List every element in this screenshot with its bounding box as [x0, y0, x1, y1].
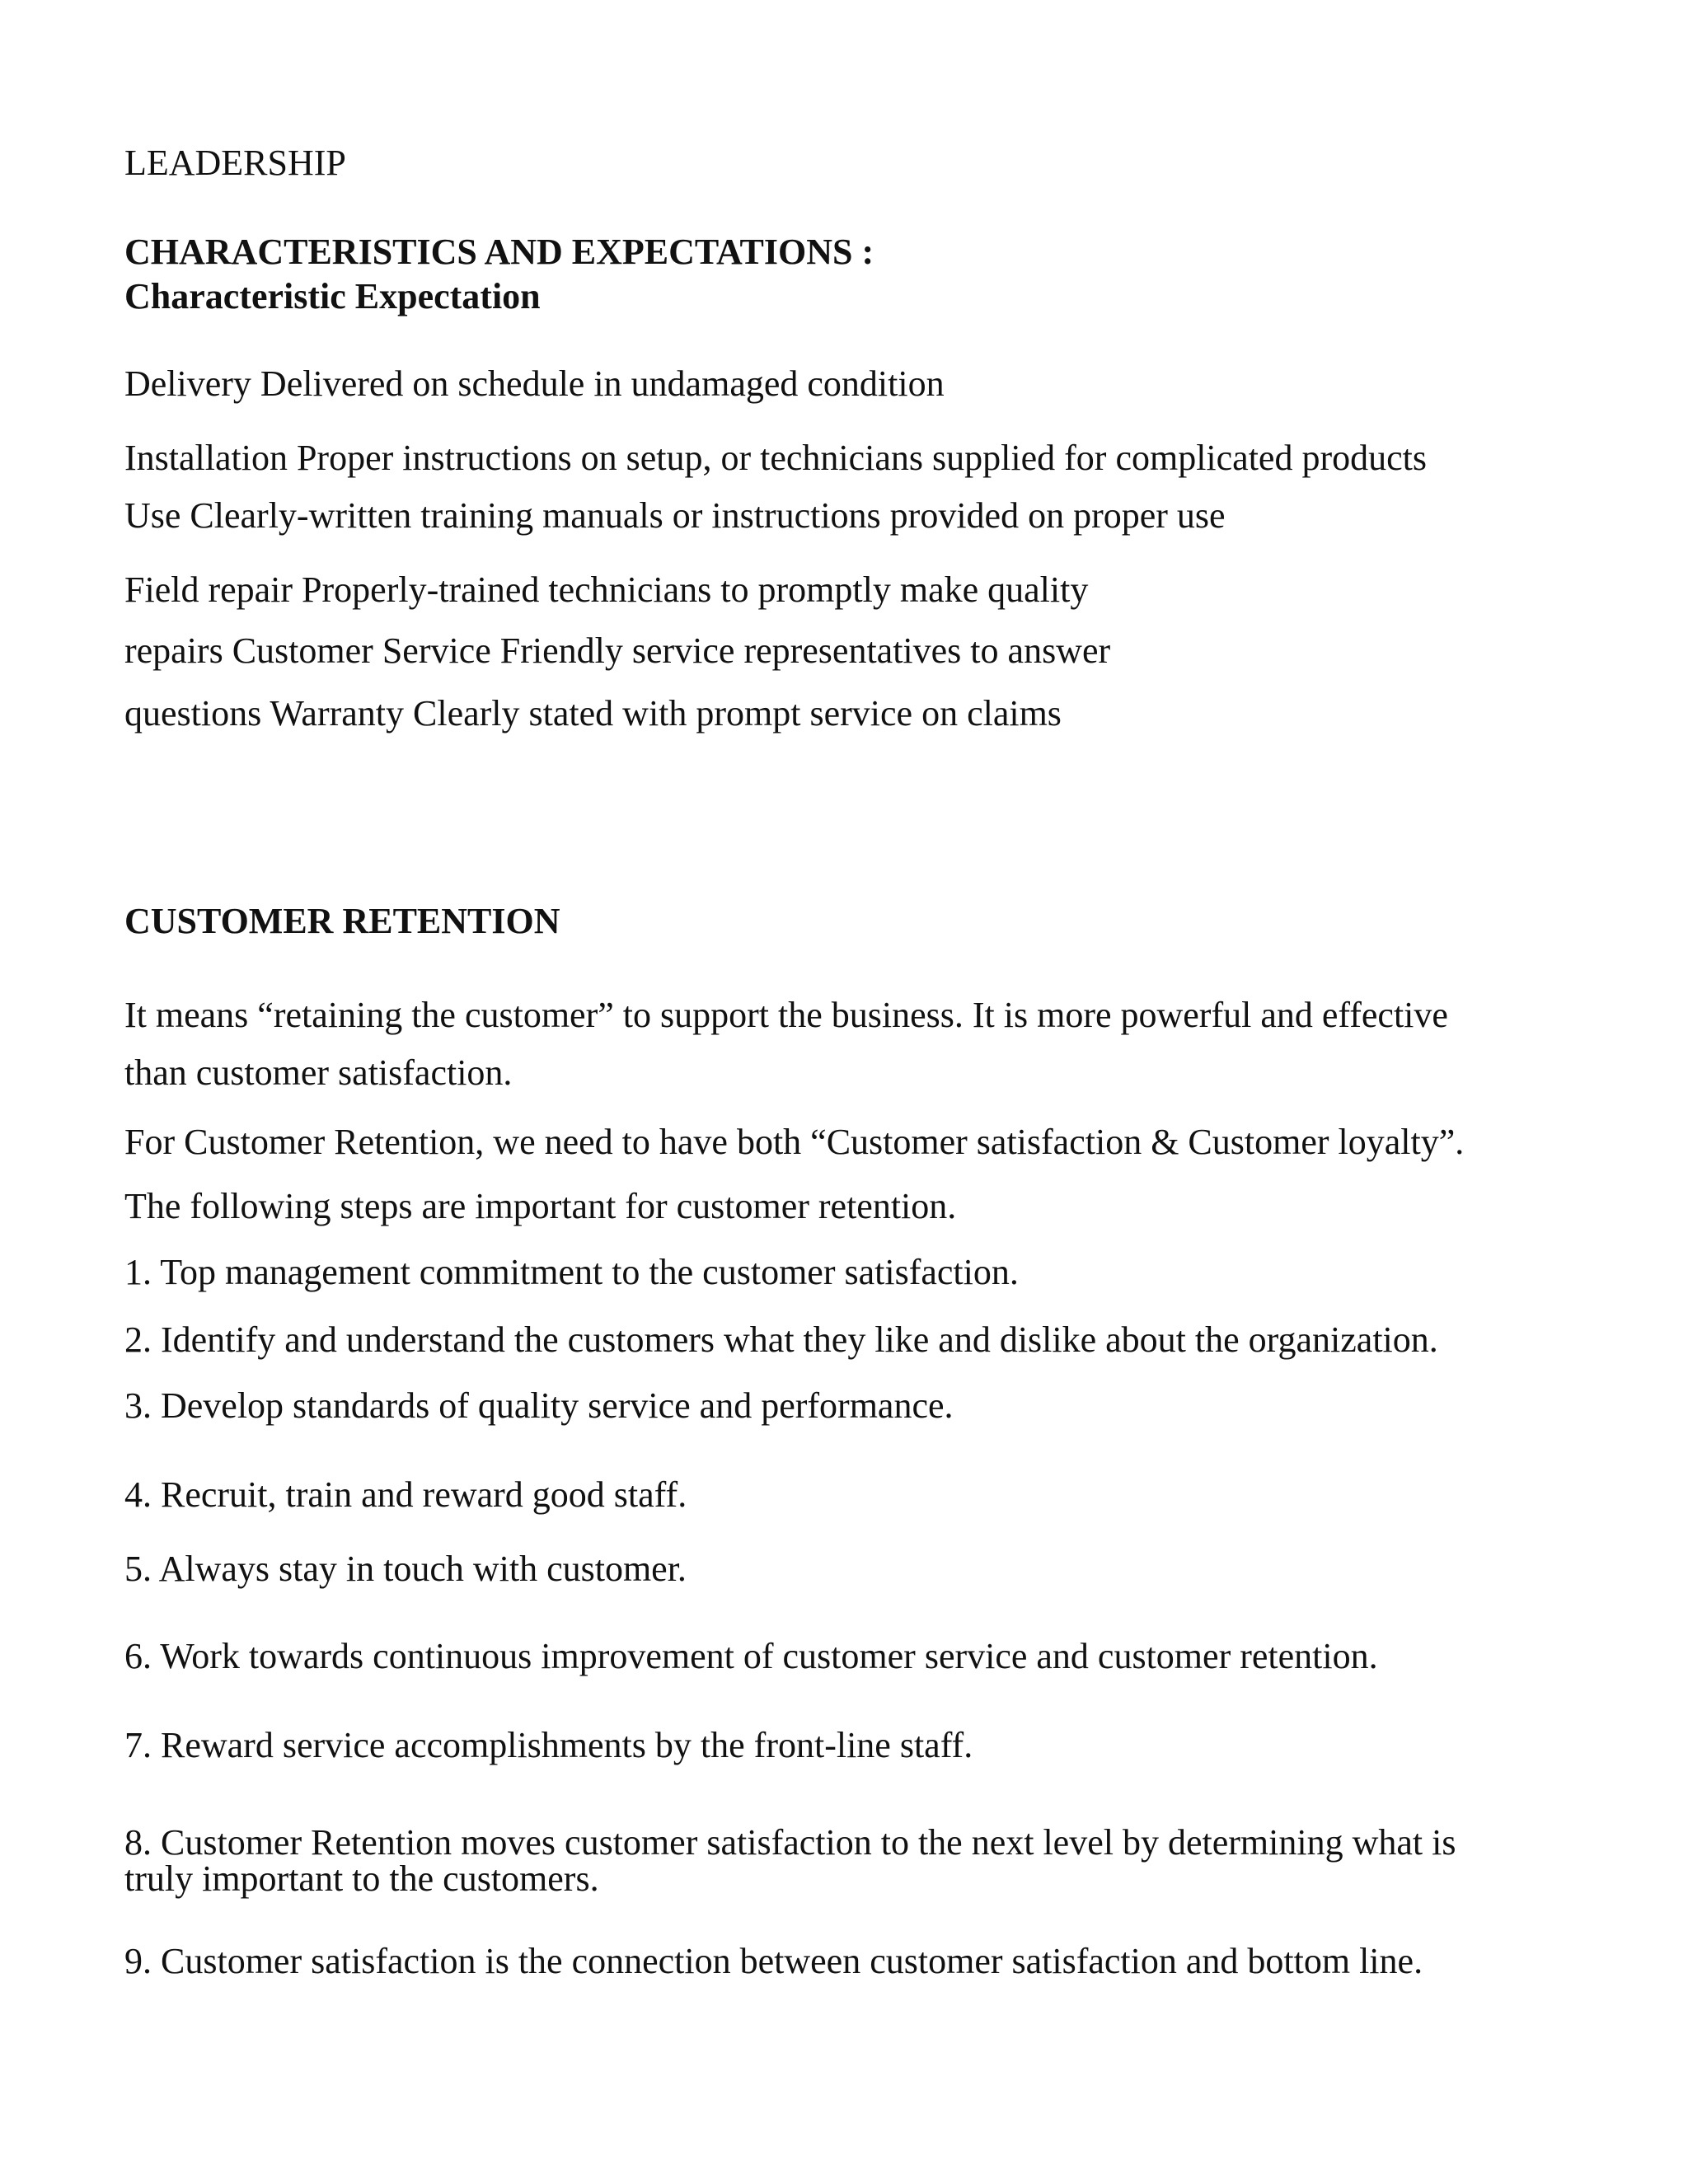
text-line: questions Warranty Clearly stated with prompt service on claims: [124, 693, 1062, 733]
text-line: Installation Proper instructions on setup, or technicians supplied for complicated products: [124, 438, 1427, 478]
section-heading-characteristics: CHARACTERISTICS AND EXPECTATIONS :: [124, 232, 874, 272]
list-item: 1. Top management commitment to the customer satisfaction.: [124, 1252, 1019, 1292]
paragraph-line: The following steps are important for customer retention.: [124, 1186, 957, 1226]
list-item: 8. Customer Retention moves customer satisfaction to the next level by determining what is: [124, 1822, 1456, 1863]
paragraph-line: For Customer Retention, we need to have both “Customer satisfaction & Customer loyalty”.: [124, 1122, 1465, 1162]
list-item: 2. Identify and understand the customers what they like and dislike about the organization.: [124, 1319, 1438, 1360]
section-heading-customer-retention: CUSTOMER RETENTION: [124, 901, 560, 941]
list-item-continuation: truly important to the customers.: [124, 1858, 599, 1899]
text-line: Use Clearly-written training manuals or instructions provided on proper use: [124, 495, 1226, 536]
text-line: Delivery Delivered on schedule in undamaged condition: [124, 363, 945, 404]
list-item: 7. Reward service accomplishments by the front-line staff.: [124, 1725, 973, 1765]
table-column-headings: Characteristic Expectation: [124, 276, 541, 316]
paragraph-line: It means “retaining the customer” to support the business. It is more powerful and effective: [124, 995, 1448, 1035]
page-title: LEADERSHIP: [124, 143, 346, 183]
list-item: 5. Always stay in touch with customer.: [124, 1549, 687, 1589]
text-line: repairs Customer Service Friendly service representatives to answer: [124, 630, 1111, 671]
paragraph-line: than customer satisfaction.: [124, 1052, 513, 1093]
list-item: 3. Develop standards of quality service and performance.: [124, 1385, 954, 1426]
list-item: 9. Customer satisfaction is the connection between customer satisfaction and bottom line.: [124, 1941, 1423, 1981]
text-line: Field repair Properly-trained technicians to promptly make quality: [124, 569, 1089, 610]
list-item: 4. Recruit, train and reward good staff.: [124, 1474, 687, 1515]
list-item: 6. Work towards continuous improvement of customer service and customer retention.: [124, 1636, 1378, 1676]
